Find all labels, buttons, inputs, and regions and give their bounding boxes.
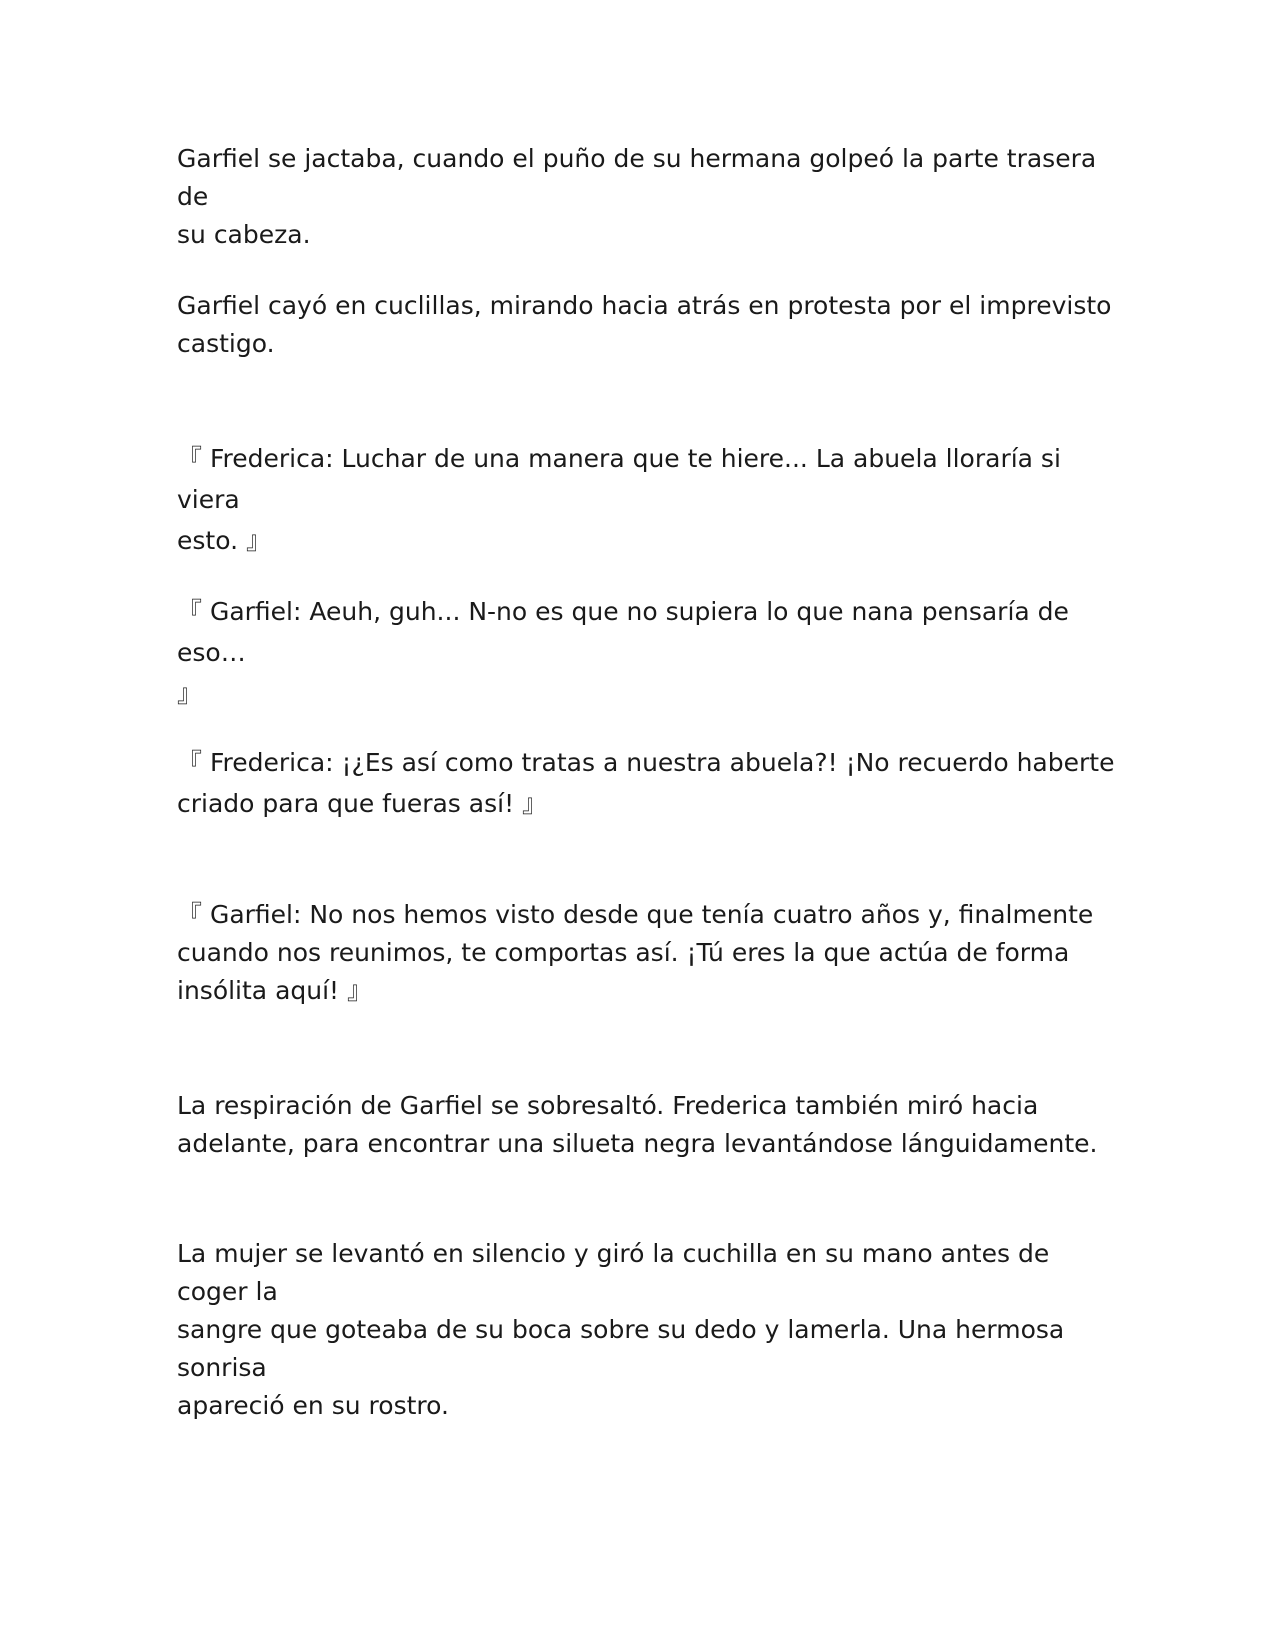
paragraph-7 [177,1087,1117,1163]
paragraph-5-line-2: criado para que fueras así! 』 [177,789,548,818]
paragraph-6-line-2: cuando nos reunimos, te comportas así. ¡Tú eres la que actúa de forma [177,938,1070,967]
paragraph-5-line-1: 『 Frederica: ¡¿Es así como tratas a nuestra abuela?! ¡No recuerdo haberte [177,748,1115,777]
paragraph-4 [177,591,1117,714]
paragraph-2-line-2: castigo. [177,329,275,358]
paragraph-7-line-2: adelante, para encontrar una silueta negra levantándose lánguidamente. [177,1129,1098,1158]
paragraph-3 [177,438,1117,561]
paragraph-3-line-2: esto. 』 [177,526,271,555]
paragraph-3-line-1: 『 Frederica: Luchar de una manera que te hiere... La abuela lloraría si viera [177,444,1061,514]
paragraph-2 [177,287,1117,363]
paragraph-1-line-2: su cabeza. [177,220,311,249]
paragraph-6-line-1: 『 Garfiel: No nos hemos visto desde que tenía cuatro años y, finalmente [177,900,1094,929]
paragraph-4-line-1: 『 Garfiel: Aeuh, guh... N-no es que no supiera lo que nana pensaría de eso… [177,597,1069,667]
paragraph-6-line-3: insólita aquí! 』 [177,976,373,1005]
paragraph-8-line-2: sangre que goteaba de su boca sobre su dedo y lamerla. Una hermosa sonrisa [177,1315,1065,1382]
paragraph-6 [177,896,1117,1010]
paragraph-8-line-3: apareció en su rostro. [177,1391,449,1420]
paragraph-1-line-1: Garfiel se jactaba, cuando el puño de su hermana golpeó la parte trasera de [177,144,1097,211]
paragraph-4-line-2: 』 [177,679,203,708]
paragraph-5 [177,742,1117,824]
paragraph-1 [177,140,1117,254]
paragraph-2-line-1: Garfiel cayó en cuclillas, mirando hacia atrás en protesta por el imprevisto [177,291,1112,320]
paragraph-8-line-1: La mujer se levantó en silencio y giró la cuchilla en su mano antes de coger la [177,1239,1050,1306]
paragraph-8 [177,1235,1117,1425]
paragraph-7-line-1: La respiración de Garfiel se sobresaltó. Frederica también miró hacia [177,1091,1039,1120]
